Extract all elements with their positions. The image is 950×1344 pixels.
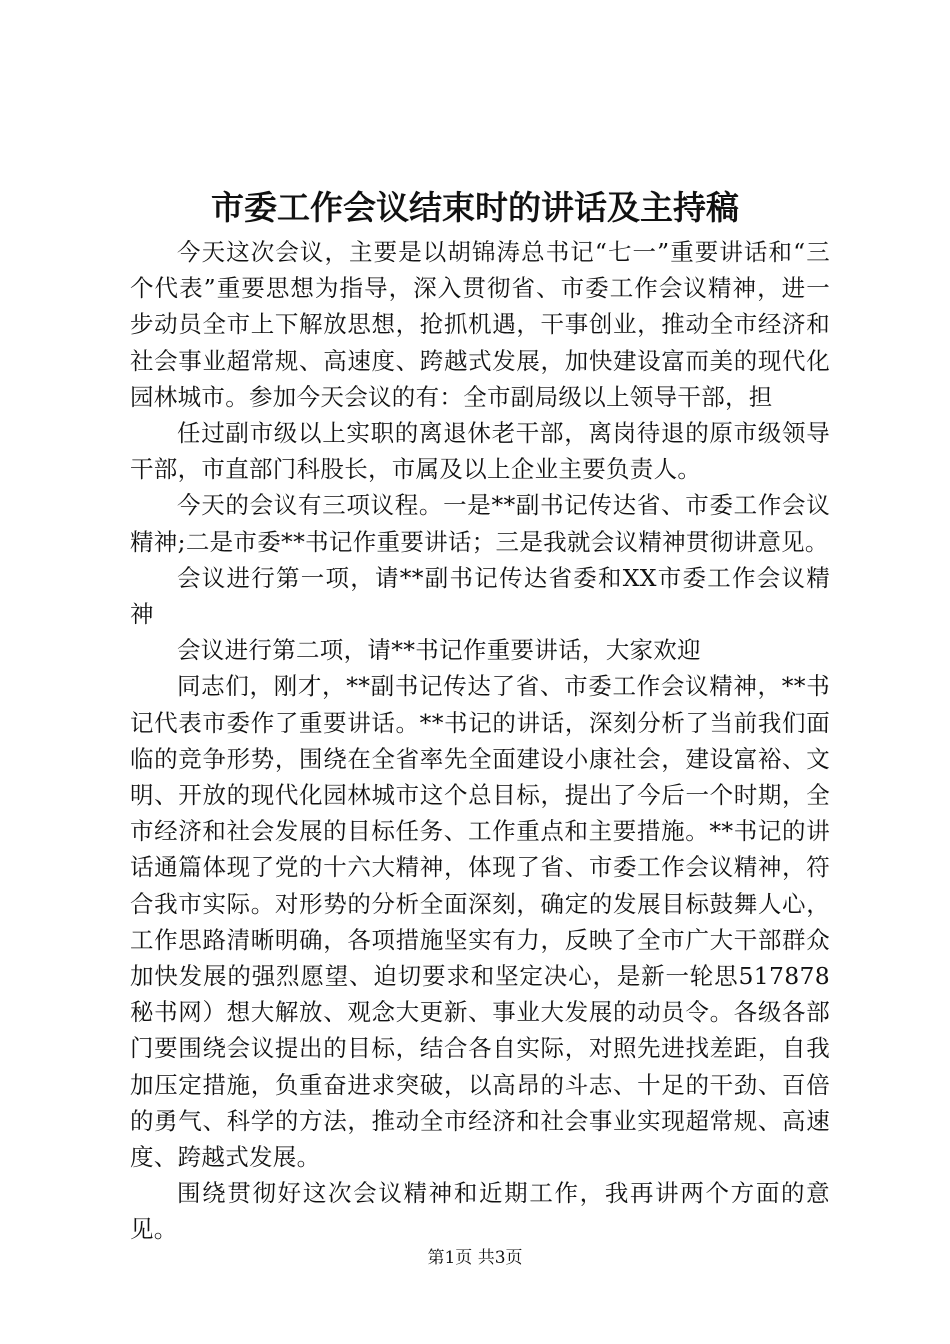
document-body: [130, 234, 830, 1248]
page-footer: 第1页 共3页: [427, 1248, 523, 1268]
paragraph-3: 今天的会议有三项议程。一是**副书记传达省、市委工作会议精神;二是市委**书记作重要讲话；三是我就会议精神贯彻讲意见。: [130, 491, 830, 556]
paragraph-7: 围绕贯彻好这次会议精神和近期工作，我再讲两个方面的意见。: [130, 1179, 830, 1244]
paragraph-1: 今天这次会议，主要是以胡锦涛总书记“七一”重要讲话和“三个代表”重要思想为指导，深入贯彻省、市委工作会议精神，进一步动员全市上下解放思想，抢抓机遇，干事创业，推动全市经济和社会事业超常规、高速度、跨越式发展，加快建设富而美的现代化园林城市。参加今天会议的有：全市副局级以上领导干部，担: [130, 238, 830, 411]
paragraph-6: 同志们，刚才，**副书记传达了省、市委工作会议精神，**书记代表市委作了重要讲话。**书记的讲话，深刻分析了当前我们面临的竞争形势，围绕在全省率先全面建设小康社会，建设富裕、文明、开放的现代化园林城市这个总目标，提出了今后一个时期，全市经济和社会发展的目标任务、工作重点和主要措施。**书记的讲话通篇体现了党的十六大精神，体现了省、市委工作会议精神，符合我市实际。对形势的分析全面深刻，确定的发展目标鼓舞人心，工作思路清晰明确，各项措施坚实有力，反映了全市广大干部群众加快发展的强烈愿望、迫切要求和坚定决心，是新一轮思517878秘书网）想大解放、观念大更新、事业大发展的动员令。各级各部门要围绕会议提出的目标，结合各自实际，对照先进找差距，自我加压定措施，负重奋进求突破，以高昂的斗志、十足的干劲、百倍的勇气、科学的方法，推动全市经济和社会事业实现超常规、高速度、跨越式发展。: [130, 672, 830, 1172]
paragraph-4: 会议进行第一项，请**副书记传达省委和XX市委工作会议精神: [130, 563, 830, 629]
document-title: 市委工作会议结束时的讲话及主持稿: [211, 188, 739, 227]
paragraph-5: 会议进行第二项，请**书记作重要讲话，大家欢迎: [177, 636, 701, 665]
paragraph-2: 任过副市级以上实职的离退休老干部，离岗待退的原市级领导干部，市直部门科股长，市属及以上企业主要负责人。: [130, 419, 830, 484]
